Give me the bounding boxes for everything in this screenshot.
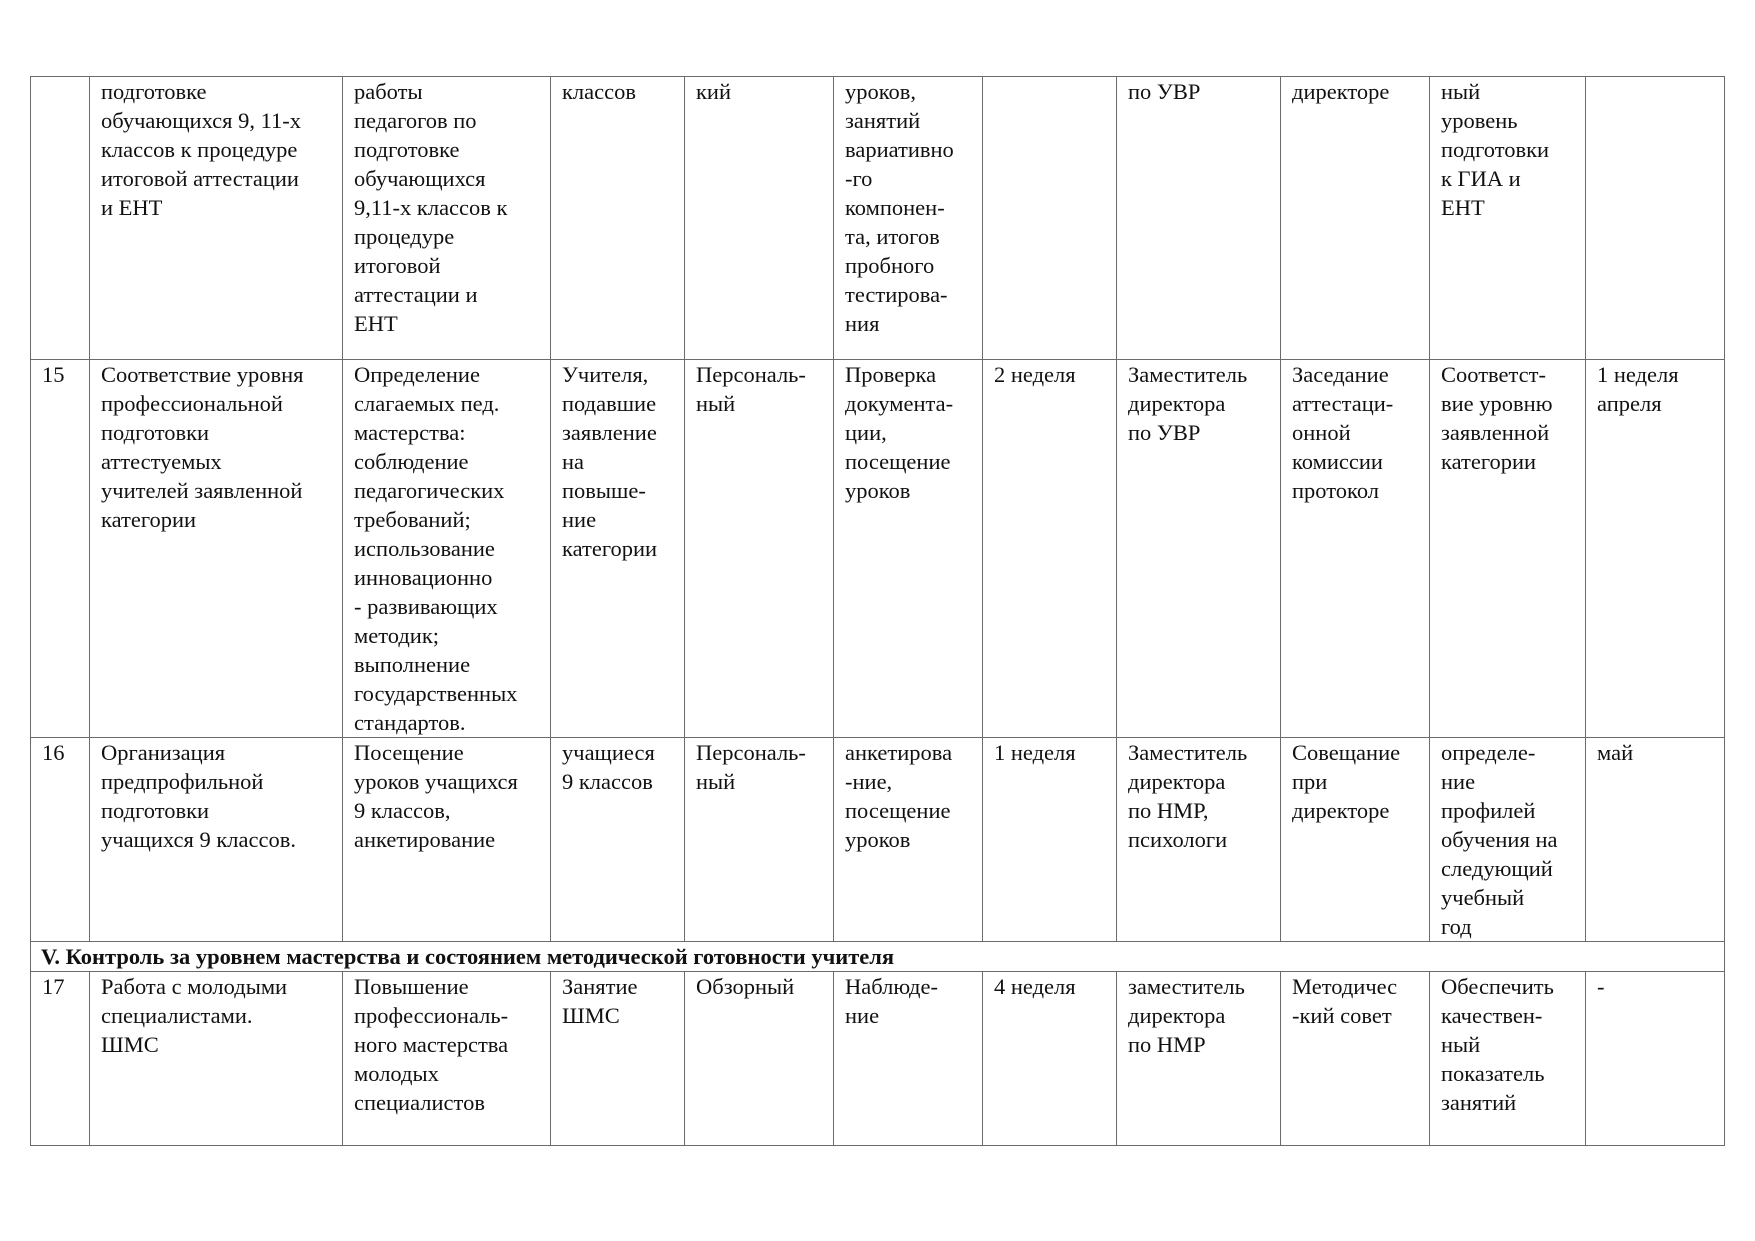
cell-result: определе- ние профилей обучения на следующий учебный год xyxy=(1430,738,1586,942)
cell-method: Наблюде- ние xyxy=(834,972,983,1146)
cell-number: 17 xyxy=(31,972,90,1146)
cell-object: учащиеся 9 классов xyxy=(551,738,685,942)
table-row xyxy=(31,738,1725,942)
cell-where-reviewed: директоре xyxy=(1281,77,1430,360)
cell-object: Учителя, подавшие заявление на повыше- ние категории xyxy=(551,360,685,738)
cell-type: кий xyxy=(685,77,834,360)
cell-number: 16 xyxy=(31,738,90,942)
table-row xyxy=(31,972,1725,1146)
cell-where-reviewed: Совещание при директоре xyxy=(1281,738,1430,942)
table-row xyxy=(31,360,1725,738)
cell-goal: Посещение уроков учащихся 9 классов, анкетирование xyxy=(343,738,551,942)
cell-goal: Повышение профессиональ- ного мастерства молодых специалистов xyxy=(343,972,551,1146)
cell-result: Обеспечить качествен- ный показатель занятий xyxy=(1430,972,1586,1146)
cell-object: Занятие ШМС xyxy=(551,972,685,1146)
cell-content: Соответствие уровня профессиональной подготовки аттестуемых учителей заявленной категории xyxy=(90,360,343,738)
plan-table xyxy=(30,76,1725,1146)
cell-result: ный уровень подготовки к ГИА и ЕНТ xyxy=(1430,77,1586,360)
cell-control xyxy=(1586,77,1725,360)
cell-method: уроков, занятий вариативно -го компонен- та, итогов пробного тестирова- ния xyxy=(834,77,983,360)
cell-where-reviewed: Заседание аттестаци- онной комиссии протокол xyxy=(1281,360,1430,738)
cell-control: май xyxy=(1586,738,1725,942)
section-row xyxy=(31,942,1725,972)
cell-content: Работа с молодыми специалистами. ШМС xyxy=(90,972,343,1146)
cell-type: Персональ- ный xyxy=(685,360,834,738)
cell-responsible: Заместитель директора по УВР xyxy=(1117,360,1281,738)
cell-goal: Определение слагаемых пед. мастерства: соблюдение педагогических требований; использование инновационно - развивающих методик; выполнение государственных стандартов. xyxy=(343,360,551,738)
section-heading: V. Контроль за уровнем мастерства и состоянием методической готовности учителя xyxy=(31,942,1725,972)
cell-goal: работы педагогов по подготовке обучающихся 9,11-х классов к процедуре итоговой аттестации и ЕНТ xyxy=(343,77,551,360)
cell-responsible: по УВР xyxy=(1117,77,1281,360)
cell-number xyxy=(31,77,90,360)
cell-method: Проверка документа- ции, посещение уроков xyxy=(834,360,983,738)
cell-responsible: Заместитель директора по НМР, психологи xyxy=(1117,738,1281,942)
cell-responsible: заместитель директора по НМР xyxy=(1117,972,1281,1146)
cell-result: Соответст- вие уровню заявленной категории xyxy=(1430,360,1586,738)
cell-term: 4 неделя xyxy=(983,972,1117,1146)
cell-control: 1 неделя апреля xyxy=(1586,360,1725,738)
cell-term xyxy=(983,77,1117,360)
table-row xyxy=(31,77,1725,360)
cell-term: 2 неделя xyxy=(983,360,1117,738)
cell-number: 15 xyxy=(31,360,90,738)
cell-where-reviewed: Методичес -кий совет xyxy=(1281,972,1430,1146)
cell-control: - xyxy=(1586,972,1725,1146)
cell-content: Организация предпрофильной подготовки учащихся 9 классов. xyxy=(90,738,343,942)
cell-object: классов xyxy=(551,77,685,360)
cell-type: Обзорный xyxy=(685,972,834,1146)
cell-content: подготовке обучающихся 9, 11-х классов к процедуре итоговой аттестации и ЕНТ xyxy=(90,77,343,360)
cell-term: 1 неделя xyxy=(983,738,1117,942)
cell-method: анкетирова -ние, посещение уроков xyxy=(834,738,983,942)
cell-type: Персональ- ный xyxy=(685,738,834,942)
